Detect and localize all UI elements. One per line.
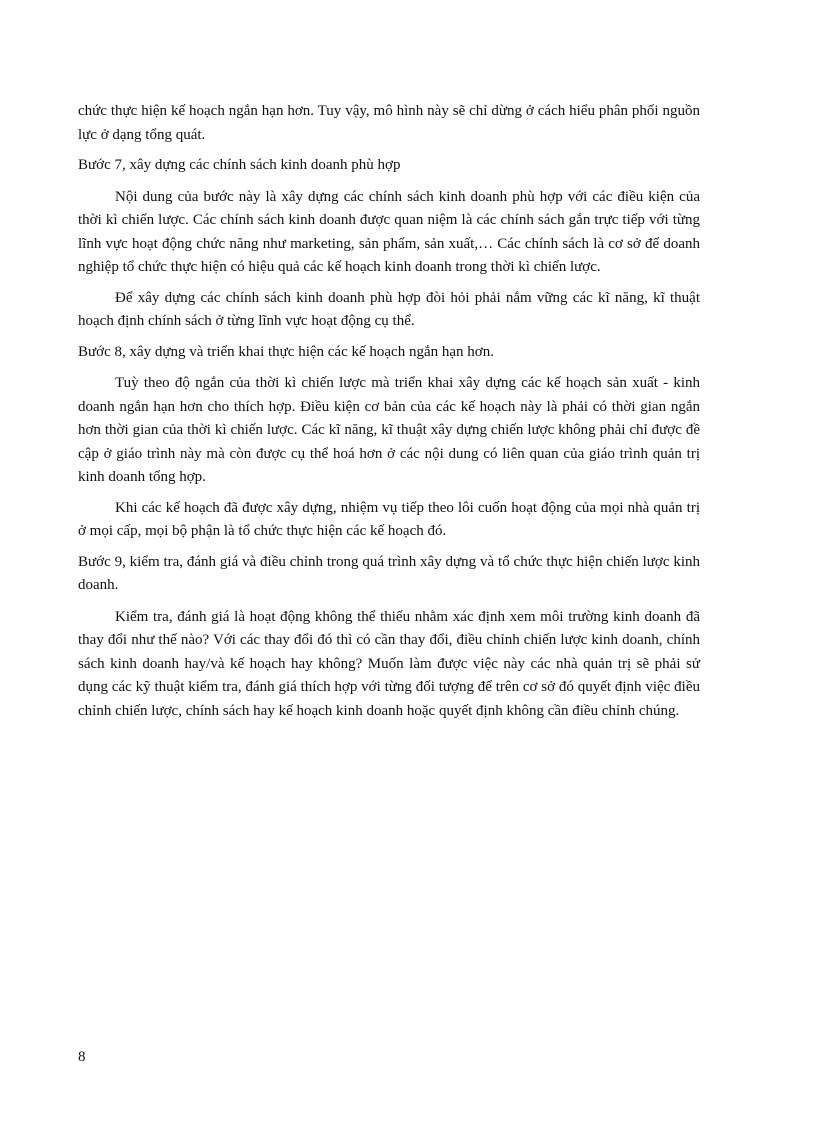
page-body <box>78 100 700 730</box>
paragraph-step-8-content: Tuỳ theo độ ngắn của thời kì chiến lược mà triển khai xây dựng các kế hoạch sản xuất - kinh doanh ngắn hạn hơn cho thích hợp. Điều kiện cơ bản của các kế hoạch này là phải có thời gian ngắn hơn thời gian của thời kì chiến lược. Các kĩ năng, kĩ thuật xây dựng chiến lược không phải chỉ được đề cập ở giáo trình này mà còn được cụ thể hoá hơn ở các nội dung có liên quan của giáo trình quản trị kinh doanh tổng hợp. <box>78 375 700 485</box>
step-7-heading: Bước 7, xây dựng các chính sách kinh doanh phù hợp <box>78 157 401 173</box>
paragraph-step-7-skills: Để xây dựng các chính sách kinh doanh phù hợp đòi hỏi phải nắm vững các kĩ năng, kĩ thuật hoạch định chính sách ở từng lĩnh vực hoạt động cụ thể. <box>78 289 700 329</box>
page-number: 8 <box>78 1049 86 1065</box>
paragraph-step-8-implementation: Khi các kế hoạch đã được xây dựng, nhiệm vụ tiếp theo lôi cuốn hoạt động của mọi nhà quản trị ở mọi cấp, mọi bộ phận là tổ chức thực hiện các kế hoạch đó. <box>78 499 700 539</box>
paragraph-continuation: chức thực hiện kế hoạch ngắn hạn hơn. Tuy vậy, mô hình này sẽ chỉ dừng ở cách hiểu phân phối nguồn lực ở dạng tổng quát. <box>78 103 700 143</box>
paragraph-step-9-content: Kiểm tra, đánh giá là hoạt động không thể thiếu nhằm xác định xem môi trường kinh doanh đã thay đổi như thế nào? Với các thay đổi đó thì có cần thay đổi, điều chỉnh chiến lược kinh doanh, chính sách kinh doanh hay/và kế hoạch hay không? Muốn làm được việc này các nhà quản trị sẽ phải sử dụng các kỹ thuật kiểm tra, đánh giá thích hợp với từng đối tượng để trên cơ sở đó quyết định việc điều chỉnh chiến lược, chính sách hay kế hoạch kinh doanh hoặc quyết định không cần điều chỉnh chúng. <box>78 608 700 719</box>
step-8-heading: Bước 8, xây dựng và triển khai thực hiện các kế hoạch ngắn hạn hơn. <box>78 343 494 360</box>
paragraph-step-7-content: Nội dung của bước này là xây dựng các chính sách kinh doanh phù hợp với các điều kiện của thời kì chiến lược. Các chính sách kinh doanh được quan niệm là các chính sách gắn trực tiếp với từng lĩnh vực hoạt động chức năng như marketing, sản phẩm, sản xuất,… Các chính sách là cơ sở để doanh nghiệp tổ chức thực hiện có hiệu quả các kế hoạch kinh doanh trong thời kì chiến lược. <box>78 188 700 275</box>
step-9-heading: Bước 9, kiểm tra, đánh giá và điều chỉnh trong quá trình xây dựng và tổ chức thực hiện chiến lược kinh doanh. <box>78 553 700 593</box>
